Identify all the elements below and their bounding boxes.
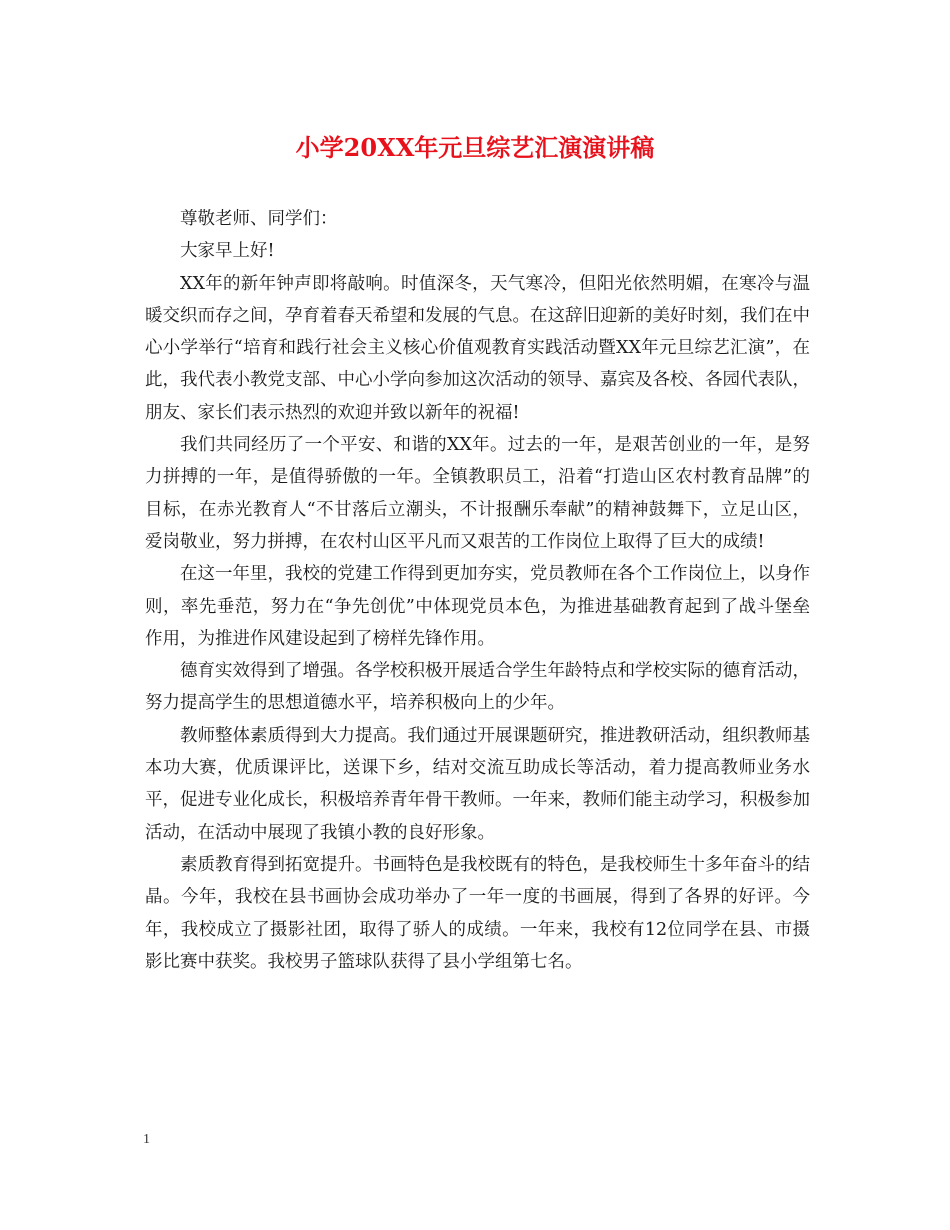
salutation-paragraph: 尊敬老师、同学们： <box>180 209 338 229</box>
body-paragraph: 我们共同经历了一个平安、和谐的XX年。过去的一年，是艰苦创业的一年，是努力拼搏的一年，是值得骄傲的一年。全镇教职员工，沿着“打造山区农村教育品牌”的目标，在赤光教育人“不甘落后立潮头，不计报酬乐奉献”的精神鼓舞下，立足山区，爱岗敬业，努力拼搏，在农村山区平凡而又艰苦的工作岗位上取得了巨大的成绩! <box>145 435 810 552</box>
body-paragraph: 教师整体素质得到大力提高。我们通过开展课题研究，推进教研活动，组织教师基本功大赛，优质课评比，送课下乡，结对交流互助成长等活动，着力提高教师业务水平，促进专业化成长，积极培养青年骨干教师。一年来，教师们能主动学习，积极参加活动，在活动中展现了我镇小教的良好形象。 <box>145 725 810 843</box>
document-body <box>145 203 810 978</box>
document-title: 小学20XX年元旦综艺汇演演讲稿 <box>295 133 655 162</box>
page-number: 1 <box>143 1132 150 1147</box>
body-paragraph: 在这一年里，我校的党建工作得到更加夯实，党员教师在各个工作岗位上，以身作则，率先垂范，努力在“争先创优”中体现党员本色，为推进基础教育起到了战斗堡垒作用，为推进作风建设起到了榜样先锋作用。 <box>145 564 810 649</box>
greeting-paragraph: 大家早上好! <box>180 241 275 262</box>
body-paragraph: XX年的新年钟声即将敲响。时值深冬，天气寒冷，但阳光依然明媚，在寒冷与温暖交织而存之间，孕育着春天希望和发展的气息。在这辞旧迎新的美好时刻，我们在中心小学举行“培育和践行社会主义核心价值观教育实践活动暨XX年元旦综艺汇演”，在此，我代表小教党支部、中心小学向参加这次活动的领导、嘉宾及各校、各园代表队，朋友、家长们表示热烈的欢迎并致以新年的祝福! <box>145 273 810 423</box>
body-paragraph: 素质教育得到拓宽提升。书画特色是我校既有的特色，是我校师生十多年奋斗的结晶。今年，我校在县书画协会成功举办了一年一度的书画展，得到了各界的好评。今年，我校成立了摄影社团，取得了骄人的成绩。一年来，我校有12位同学在县、市摄影比赛中获奖。我校男子篮球队获得了县小学组第七名。 <box>145 854 810 972</box>
body-paragraph: 德育实效得到了增强。各学校积极开展适合学生年龄特点和学校实际的德育活动，努力提高学生的思想道德水平，培养积极向上的少年。 <box>145 661 810 714</box>
